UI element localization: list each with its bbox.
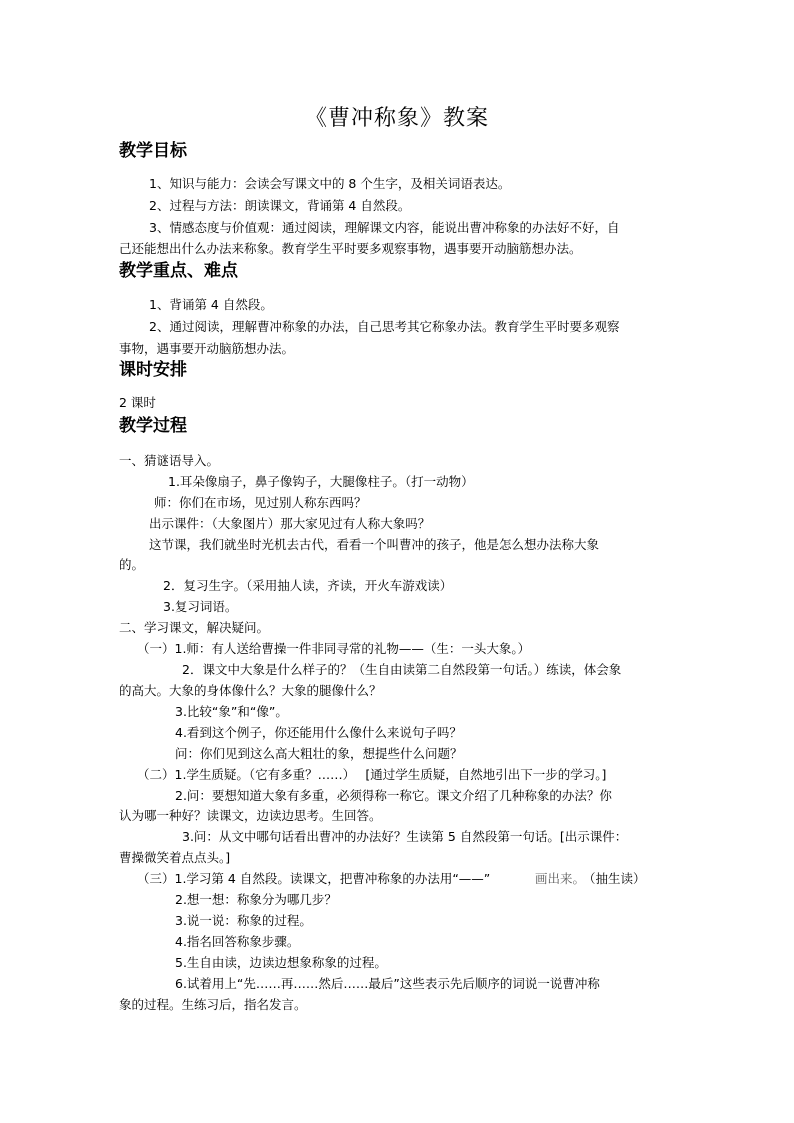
process-line: 4.看到这个例子，你还能用什么像什么来说句子吗？ [175, 725, 462, 740]
process-line: 4.指名回答称象步骤。 [175, 934, 300, 949]
process-line: 3.比较“象”和“像”。 [175, 704, 288, 719]
goals-line-3: 3、情感态度与价值观：通过阅读，理解课文内容，能说出曹冲称象的办法好不好，自 [149, 220, 620, 235]
keypoints-line-1: 1、背诵第 4 自然段。 [149, 297, 273, 312]
process-line: 5.生自由读，边读边想象称象的过程。 [175, 955, 387, 970]
process-line: 认为哪一种好？读课文，边读边思考。生回答。 [119, 808, 382, 823]
process-line: （一）1.师：有人送给曹操一件非同寻常的礼物——（生：一头大象。） [137, 641, 531, 656]
process-line: 二、学习课文，解决疑问。 [119, 620, 270, 635]
process-line: 师：你们在市场，见过别人称东西吗？ [154, 495, 367, 510]
goals-line-1: 1、知识与能力：会读会写课文中的 8 个生字，及相关词语表达。 [149, 176, 511, 191]
process-line: 2．复习生字。（采用抽人读，齐读，开火车游戏读） [163, 578, 453, 593]
process-line: 6.试着用上“先……再……然后……最后”这些表示先后顺序的词说一说曹冲称 [175, 976, 600, 991]
process-line: 2.想一想：称象分为哪几步？ [175, 892, 337, 907]
process-line: （三）1.学习第 4 自然段。读课文，把曹冲称象的办法用“——” [137, 871, 491, 886]
document-title: 《曹冲称象》教案 [304, 106, 489, 131]
heading-schedule: 课时安排 [119, 360, 187, 380]
heading-key-points: 教学重点、难点 [119, 261, 238, 281]
process-line: 1.耳朵像扇子，鼻子像钩子，大腿像柱子。（打一动物） [168, 474, 474, 489]
process-line: 一、猜谜语导入。 [119, 453, 220, 468]
keypoints-line-3: 事物，遇事要开动脑筋想办法。 [119, 341, 295, 356]
goals-line-2: 2、过程与方法：朗读课文，背诵第 4 自然段。 [149, 198, 411, 213]
process-line: 3.说一说：称象的过程。 [175, 913, 312, 928]
process-line: 这节课，我们就坐时光机去古代，看看一个叫曹冲的孩子，他是怎么想办法称大象 [149, 537, 600, 552]
process-line: 2.问：要想知道大象有多重，必须得称一称它。课文介绍了几种称象的办法？你 [175, 788, 612, 803]
process-line: 的。 [119, 557, 145, 572]
process-line: （二）1.学生质疑。（它有多重？……） [通过学生质疑，自然地引出下一步的学习。] [137, 767, 607, 782]
goals-line-4: 己还能想出什么办法来称象。教育学生平时要多观察事物，遇事要开动脑筋想办法。 [119, 241, 582, 256]
process-line: 曹操微笑着点点头。] [119, 850, 231, 865]
process-line: 3.问：从文中哪句话看出曹冲的办法好？生读第 5 自然段第一句话。[出示课件： [182, 829, 628, 844]
heading-process: 教学过程 [119, 416, 187, 436]
process-line: 3.复习词语。 [163, 599, 238, 614]
process-line: 的高大。大象的身体像什么？大象的腿像什么？ [119, 683, 382, 698]
process-line: （抽生读） [583, 871, 646, 886]
process-line: 问：你们见到这么高大粗壮的象，想提些什么问题？ [175, 746, 463, 761]
process-line: 象的过程。生练习后，指名发言。 [119, 997, 307, 1012]
process-line-gray: 画出来。 [535, 871, 586, 886]
keypoints-line-2: 2、通过阅读，理解曹冲称象的办法，自己思考其它称象办法。教育学生平时要多观察 [149, 319, 620, 334]
heading-teaching-goals: 教学目标 [119, 141, 187, 161]
process-line: 2．课文中大象是什么样子的？（生自由读第二自然段第一句话。）练读，体会象 [182, 662, 622, 677]
schedule-line-1: 2 课时 [119, 395, 156, 410]
process-line: 出示课件：（大象图片）那大家见过有人称大象吗？ [149, 516, 431, 531]
